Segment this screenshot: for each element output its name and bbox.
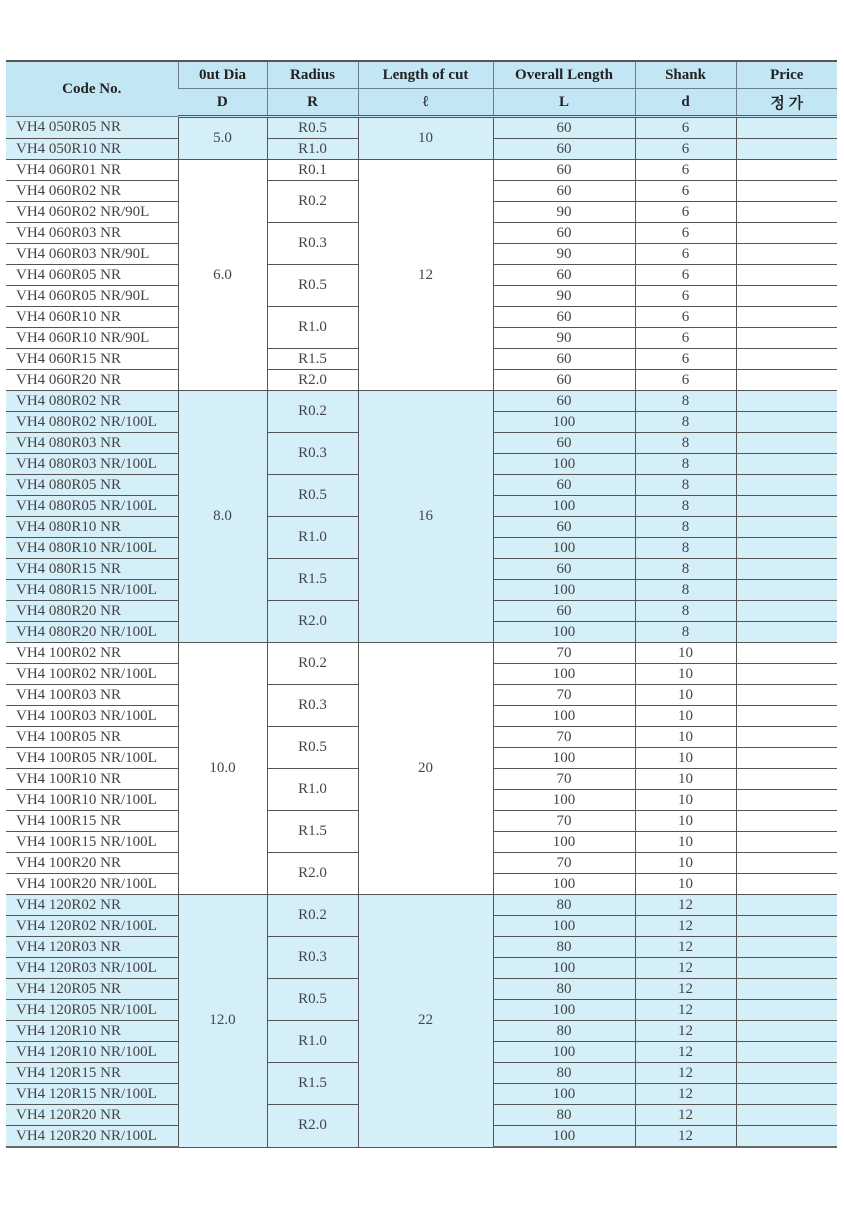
code-cell: VH4 100R20 NR/100L: [6, 874, 178, 895]
overall-length-cell: 60: [493, 370, 635, 391]
overall-length-cell: 60: [493, 517, 635, 538]
overall-length-cell: 100: [493, 874, 635, 895]
code-cell: VH4 080R15 NR/100L: [6, 580, 178, 601]
shank-cell: 6: [635, 117, 736, 139]
code-cell: VH4 060R10 NR: [6, 307, 178, 328]
shank-cell: 10: [635, 706, 736, 727]
price-cell: [736, 181, 837, 202]
header-shank: Shank: [635, 61, 736, 89]
overall-length-cell: 60: [493, 139, 635, 160]
overall-length-cell: 100: [493, 454, 635, 475]
code-cell: VH4 080R02 NR: [6, 391, 178, 412]
overall-length-cell: 70: [493, 769, 635, 790]
product-spec-table: [6, 60, 837, 1148]
code-cell: VH4 120R02 NR: [6, 895, 178, 916]
price-cell: [736, 307, 837, 328]
code-cell: VH4 120R05 NR: [6, 979, 178, 1000]
radius-cell: R0.3: [267, 685, 358, 727]
code-cell: VH4 080R20 NR/100L: [6, 622, 178, 643]
shank-cell: 6: [635, 349, 736, 370]
overall-length-cell: 90: [493, 328, 635, 349]
overall-length-cell: 100: [493, 496, 635, 517]
price-cell: [736, 685, 837, 706]
overall-length-cell: 100: [493, 1000, 635, 1021]
shank-cell: 10: [635, 643, 736, 664]
price-cell: [736, 1021, 837, 1042]
code-cell: VH4 060R15 NR: [6, 349, 178, 370]
overall-length-cell: 60: [493, 601, 635, 622]
header-radius: Radius: [267, 61, 358, 89]
overall-length-cell: 100: [493, 412, 635, 433]
radius-cell: R2.0: [267, 601, 358, 643]
shank-cell: 6: [635, 160, 736, 181]
overall-length-cell: 60: [493, 559, 635, 580]
shank-cell: 8: [635, 622, 736, 643]
price-cell: [736, 1084, 837, 1105]
overall-length-cell: 70: [493, 643, 635, 664]
price-cell: [736, 538, 837, 559]
radius-cell: R1.0: [267, 517, 358, 559]
code-cell: VH4 100R20 NR: [6, 853, 178, 874]
code-cell: VH4 100R15 NR: [6, 811, 178, 832]
overall-length-cell: 90: [493, 202, 635, 223]
radius-cell: R0.5: [267, 727, 358, 769]
code-cell: VH4 120R15 NR: [6, 1063, 178, 1084]
overall-length-cell: 100: [493, 1126, 635, 1148]
code-cell: VH4 050R05 NR: [6, 117, 178, 139]
shank-cell: 12: [635, 1000, 736, 1021]
radius-cell: R2.0: [267, 1105, 358, 1148]
shank-cell: 8: [635, 391, 736, 412]
radius-cell: R1.5: [267, 559, 358, 601]
header-out-dia: 0ut Dia: [178, 61, 267, 89]
shank-cell: 12: [635, 1021, 736, 1042]
shank-cell: 10: [635, 832, 736, 853]
radius-cell: R0.3: [267, 433, 358, 475]
shank-cell: 8: [635, 475, 736, 496]
shank-cell: 6: [635, 286, 736, 307]
price-cell: [736, 160, 837, 181]
header-overall-length: Overall Length: [493, 61, 635, 89]
shank-cell: 6: [635, 370, 736, 391]
shank-cell: 8: [635, 580, 736, 601]
overall-length-cell: 70: [493, 727, 635, 748]
radius-cell: R0.2: [267, 895, 358, 937]
shank-cell: 8: [635, 496, 736, 517]
header-price: Price: [736, 61, 837, 89]
radius-cell: R1.0: [267, 307, 358, 349]
radius-cell: R1.0: [267, 769, 358, 811]
price-cell: [736, 601, 837, 622]
radius-cell: R1.0: [267, 1021, 358, 1063]
radius-cell: R0.2: [267, 181, 358, 223]
code-cell: VH4 100R03 NR/100L: [6, 706, 178, 727]
radius-cell: R0.5: [267, 979, 358, 1021]
overall-length-cell: 60: [493, 181, 635, 202]
price-cell: [736, 706, 837, 727]
radius-cell: R2.0: [267, 370, 358, 391]
shank-cell: 10: [635, 727, 736, 748]
shank-cell: 12: [635, 1084, 736, 1105]
radius-cell: R1.0: [267, 139, 358, 160]
price-cell: [736, 433, 837, 454]
price-cell: [736, 1105, 837, 1126]
length-of-cut-cell: 12: [358, 160, 493, 391]
shank-cell: 10: [635, 790, 736, 811]
price-cell: [736, 895, 837, 916]
price-cell: [736, 748, 837, 769]
out-dia-cell: 8.0: [178, 391, 267, 643]
overall-length-cell: 100: [493, 832, 635, 853]
price-cell: [736, 328, 837, 349]
overall-length-cell: 60: [493, 475, 635, 496]
radius-cell: R0.2: [267, 391, 358, 433]
header-sym-d-upper: D: [178, 89, 267, 117]
code-cell: VH4 080R10 NR: [6, 517, 178, 538]
code-cell: VH4 080R15 NR: [6, 559, 178, 580]
overall-length-cell: 100: [493, 748, 635, 769]
price-cell: [736, 664, 837, 685]
header-sym-d-lower: d: [635, 89, 736, 117]
shank-cell: 6: [635, 244, 736, 265]
price-cell: [736, 223, 837, 244]
shank-cell: 6: [635, 307, 736, 328]
code-cell: VH4 120R03 NR: [6, 937, 178, 958]
code-cell: VH4 100R05 NR: [6, 727, 178, 748]
code-cell: VH4 100R05 NR/100L: [6, 748, 178, 769]
overall-length-cell: 70: [493, 685, 635, 706]
price-cell: [736, 853, 837, 874]
shank-cell: 12: [635, 937, 736, 958]
code-cell: VH4 120R02 NR/100L: [6, 916, 178, 937]
code-cell: VH4 100R10 NR/100L: [6, 790, 178, 811]
shank-cell: 8: [635, 412, 736, 433]
price-cell: [736, 454, 837, 475]
overall-length-cell: 80: [493, 937, 635, 958]
overall-length-cell: 80: [493, 1021, 635, 1042]
code-cell: VH4 080R02 NR/100L: [6, 412, 178, 433]
price-cell: [736, 475, 837, 496]
price-cell: [736, 1042, 837, 1063]
radius-cell: R0.5: [267, 117, 358, 139]
code-cell: VH4 120R05 NR/100L: [6, 1000, 178, 1021]
out-dia-cell: 5.0: [178, 117, 267, 160]
overall-length-cell: 100: [493, 622, 635, 643]
price-cell: [736, 286, 837, 307]
table-row: [6, 391, 837, 412]
price-cell: [736, 139, 837, 160]
shank-cell: 8: [635, 433, 736, 454]
code-cell: VH4 060R05 NR/90L: [6, 286, 178, 307]
price-cell: [736, 916, 837, 937]
shank-cell: 10: [635, 811, 736, 832]
length-of-cut-cell: 16: [358, 391, 493, 643]
overall-length-cell: 100: [493, 1042, 635, 1063]
code-cell: VH4 060R20 NR: [6, 370, 178, 391]
length-of-cut-cell: 10: [358, 117, 493, 160]
radius-cell: R0.1: [267, 160, 358, 181]
overall-length-cell: 100: [493, 916, 635, 937]
shank-cell: 12: [635, 1105, 736, 1126]
price-cell: [736, 979, 837, 1000]
header-length-of-cut: Length of cut: [358, 61, 493, 89]
radius-cell: R0.2: [267, 643, 358, 685]
price-cell: [736, 412, 837, 433]
price-cell: [736, 349, 837, 370]
price-cell: [736, 1126, 837, 1148]
shank-cell: 12: [635, 1063, 736, 1084]
shank-cell: 12: [635, 895, 736, 916]
shank-cell: 8: [635, 559, 736, 580]
radius-cell: R0.5: [267, 265, 358, 307]
out-dia-cell: 12.0: [178, 895, 267, 1148]
price-cell: [736, 1063, 837, 1084]
price-cell: [736, 202, 837, 223]
table-row: [6, 117, 837, 139]
price-cell: [736, 811, 837, 832]
price-cell: [736, 391, 837, 412]
code-cell: VH4 060R03 NR: [6, 223, 178, 244]
price-cell: [736, 937, 837, 958]
shank-cell: 8: [635, 538, 736, 559]
overall-length-cell: 80: [493, 979, 635, 1000]
radius-cell: R0.3: [267, 937, 358, 979]
shank-cell: 10: [635, 748, 736, 769]
code-cell: VH4 080R03 NR: [6, 433, 178, 454]
header-sym-r: R: [267, 89, 358, 117]
code-cell: VH4 080R05 NR/100L: [6, 496, 178, 517]
table-row: [6, 160, 837, 181]
code-cell: VH4 060R10 NR/90L: [6, 328, 178, 349]
radius-cell: R1.5: [267, 811, 358, 853]
price-cell: [736, 559, 837, 580]
header-sym-price: 정 가: [736, 89, 837, 117]
shank-cell: 6: [635, 223, 736, 244]
code-cell: VH4 060R02 NR: [6, 181, 178, 202]
shank-cell: 6: [635, 139, 736, 160]
out-dia-cell: 6.0: [178, 160, 267, 391]
shank-cell: 10: [635, 685, 736, 706]
code-cell: VH4 100R10 NR: [6, 769, 178, 790]
code-cell: VH4 080R03 NR/100L: [6, 454, 178, 475]
overall-length-cell: 100: [493, 664, 635, 685]
overall-length-cell: 60: [493, 433, 635, 454]
code-cell: VH4 100R02 NR: [6, 643, 178, 664]
length-of-cut-cell: 20: [358, 643, 493, 895]
radius-cell: R1.5: [267, 1063, 358, 1105]
price-cell: [736, 517, 837, 538]
code-cell: VH4 120R20 NR: [6, 1105, 178, 1126]
overall-length-cell: 100: [493, 790, 635, 811]
overall-length-cell: 60: [493, 265, 635, 286]
code-cell: VH4 100R02 NR/100L: [6, 664, 178, 685]
shank-cell: 12: [635, 1126, 736, 1148]
code-cell: VH4 120R03 NR/100L: [6, 958, 178, 979]
price-cell: [736, 244, 837, 265]
overall-length-cell: 70: [493, 853, 635, 874]
shank-cell: 12: [635, 958, 736, 979]
overall-length-cell: 60: [493, 223, 635, 244]
code-cell: VH4 100R03 NR: [6, 685, 178, 706]
header-sym-l-upper: L: [493, 89, 635, 117]
radius-cell: R2.0: [267, 853, 358, 895]
shank-cell: 8: [635, 517, 736, 538]
overall-length-cell: 100: [493, 706, 635, 727]
shank-cell: 6: [635, 328, 736, 349]
overall-length-cell: 90: [493, 244, 635, 265]
shank-cell: 10: [635, 853, 736, 874]
price-cell: [736, 496, 837, 517]
overall-length-cell: 80: [493, 1105, 635, 1126]
header-sym-l-script: ℓ: [358, 89, 493, 117]
shank-cell: 12: [635, 916, 736, 937]
out-dia-cell: 10.0: [178, 643, 267, 895]
code-cell: VH4 120R10 NR: [6, 1021, 178, 1042]
overall-length-cell: 100: [493, 958, 635, 979]
shank-cell: 12: [635, 1042, 736, 1063]
shank-cell: 8: [635, 454, 736, 475]
table-row: [6, 643, 837, 664]
radius-cell: R1.5: [267, 349, 358, 370]
price-cell: [736, 580, 837, 601]
overall-length-cell: 80: [493, 895, 635, 916]
length-of-cut-cell: 22: [358, 895, 493, 1148]
price-cell: [736, 727, 837, 748]
shank-cell: 10: [635, 769, 736, 790]
overall-length-cell: 100: [493, 580, 635, 601]
overall-length-cell: 100: [493, 538, 635, 559]
code-cell: VH4 050R10 NR: [6, 139, 178, 160]
price-cell: [736, 370, 837, 391]
code-cell: VH4 080R20 NR: [6, 601, 178, 622]
shank-cell: 10: [635, 874, 736, 895]
code-cell: VH4 120R10 NR/100L: [6, 1042, 178, 1063]
price-cell: [736, 622, 837, 643]
price-cell: [736, 265, 837, 286]
shank-cell: 10: [635, 664, 736, 685]
shank-cell: 6: [635, 181, 736, 202]
price-cell: [736, 1000, 837, 1021]
code-cell: VH4 060R02 NR/90L: [6, 202, 178, 223]
code-cell: VH4 060R01 NR: [6, 160, 178, 181]
overall-length-cell: 100: [493, 1084, 635, 1105]
price-cell: [736, 117, 837, 139]
price-cell: [736, 643, 837, 664]
overall-length-cell: 60: [493, 117, 635, 139]
header-code: Code No.: [6, 61, 178, 117]
shank-cell: 12: [635, 979, 736, 1000]
code-cell: VH4 120R20 NR/100L: [6, 1126, 178, 1148]
price-cell: [736, 874, 837, 895]
code-cell: VH4 060R05 NR: [6, 265, 178, 286]
shank-cell: 8: [635, 601, 736, 622]
overall-length-cell: 70: [493, 811, 635, 832]
overall-length-cell: 60: [493, 307, 635, 328]
shank-cell: 6: [635, 265, 736, 286]
overall-length-cell: 80: [493, 1063, 635, 1084]
price-cell: [736, 769, 837, 790]
overall-length-cell: 60: [493, 160, 635, 181]
shank-cell: 6: [635, 202, 736, 223]
overall-length-cell: 60: [493, 391, 635, 412]
code-cell: VH4 100R15 NR/100L: [6, 832, 178, 853]
price-cell: [736, 790, 837, 811]
radius-cell: R0.3: [267, 223, 358, 265]
table-body: [6, 117, 837, 1148]
overall-length-cell: 90: [493, 286, 635, 307]
code-cell: VH4 120R15 NR/100L: [6, 1084, 178, 1105]
price-cell: [736, 958, 837, 979]
code-cell: VH4 080R10 NR/100L: [6, 538, 178, 559]
overall-length-cell: 60: [493, 349, 635, 370]
radius-cell: R0.5: [267, 475, 358, 517]
code-cell: VH4 080R05 NR: [6, 475, 178, 496]
price-cell: [736, 832, 837, 853]
code-cell: VH4 060R03 NR/90L: [6, 244, 178, 265]
table-row: [6, 895, 837, 916]
